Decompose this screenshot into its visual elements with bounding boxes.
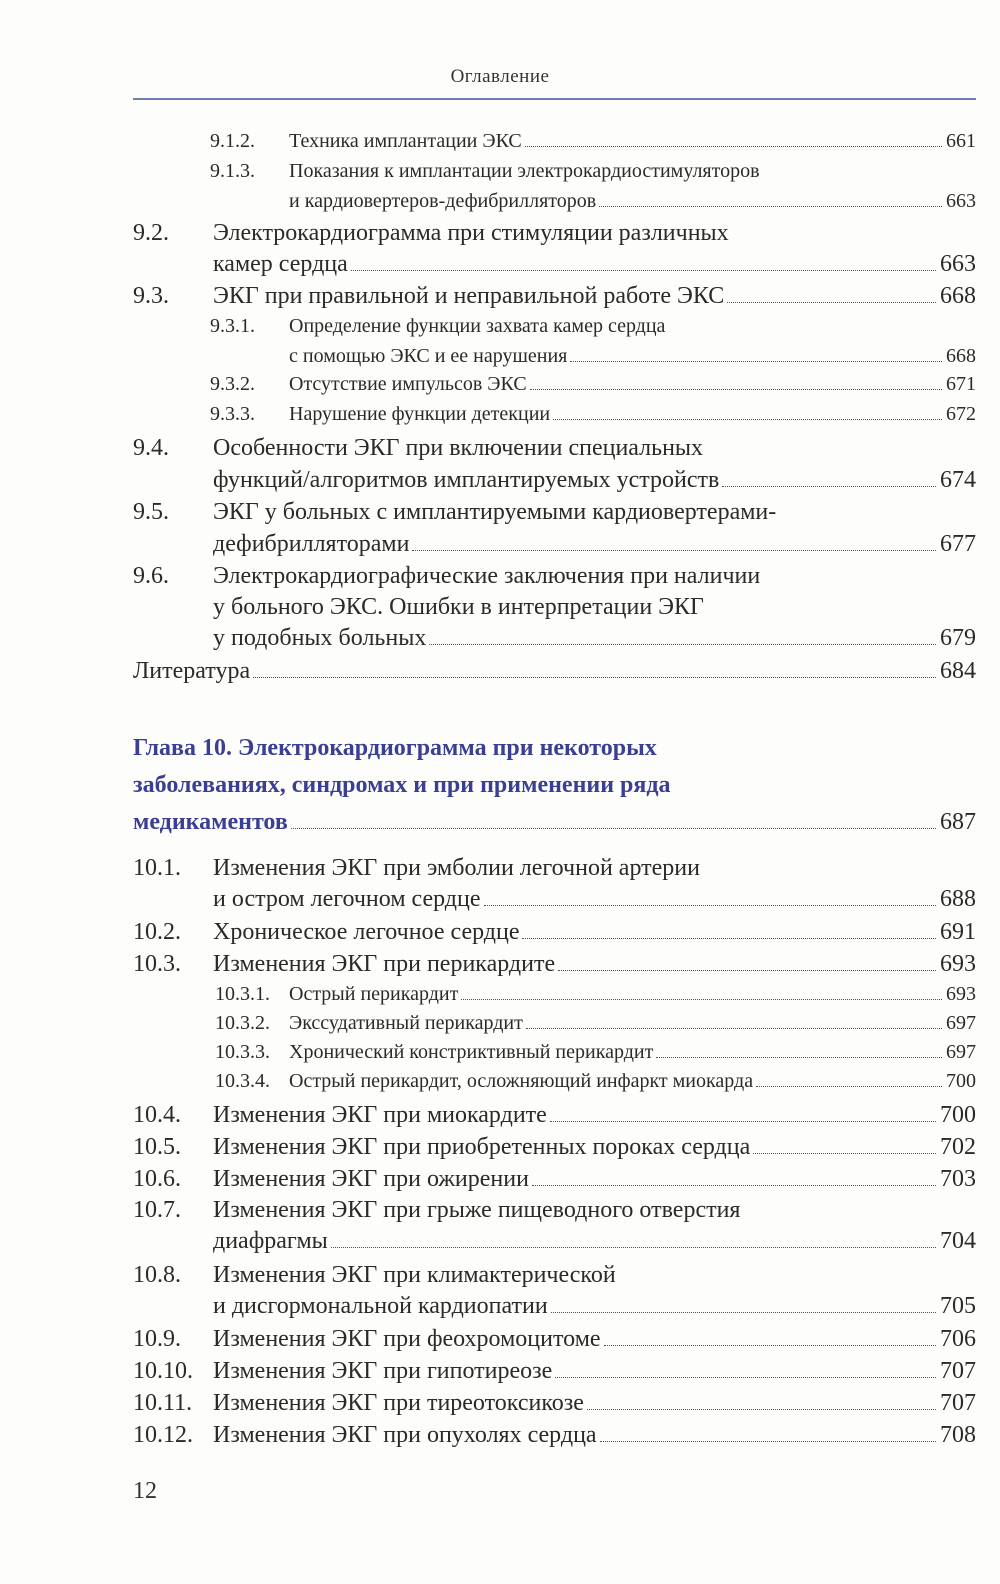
toc-entry-title: Изменения ЭКГ при феохромоцитоме (213, 1326, 601, 1352)
toc-entry-number: 10.3.2. (215, 1012, 270, 1034)
toc-entry-number: 10.3.3. (215, 1041, 270, 1063)
toc-entry-title: Изменения ЭКГ при приобретенных пороках сердца (213, 1134, 751, 1160)
dot-leader (753, 1153, 936, 1154)
toc-page-number: 688 (940, 886, 976, 912)
toc-entry-title: Изменения ЭКГ при опухолях сердца (213, 1422, 597, 1448)
toc-entry-title: Хроническое легочное сердце (213, 919, 520, 945)
toc-page-number: 668 (946, 345, 976, 367)
toc-entry-title: Определение функции захвата камер сердца (289, 315, 666, 337)
toc-page-number: 671 (946, 373, 976, 395)
toc-entry-number: 10.6. (133, 1166, 181, 1192)
toc-page-number: 700 (946, 1070, 976, 1092)
toc-entry-number: 9.3.3. (210, 403, 255, 425)
toc-entry-title: у больного ЭКС. Ошибки в интерпретации ЭКГ (213, 594, 704, 620)
chapter-page-number: 687 (940, 809, 976, 835)
toc-entry-number: 10.1. (133, 855, 181, 881)
toc-page-number: 697 (946, 1012, 976, 1034)
toc-page-number: 672 (946, 403, 976, 425)
toc-entry-number: 9.3. (133, 283, 169, 309)
toc-entry-number: 10.11. (133, 1390, 193, 1416)
toc-page-number: 674 (940, 467, 976, 493)
toc-entry-title: дефибрилляторами (213, 531, 410, 557)
toc-entry-title: с помощью ЭКС и ее нарушения (289, 345, 568, 367)
dot-leader (351, 270, 936, 271)
toc-page-number: 703 (940, 1166, 976, 1192)
dot-leader (587, 1409, 936, 1410)
dot-leader (253, 677, 936, 678)
toc-entry-title: у подобных больных (213, 625, 427, 651)
toc-entry-title: Изменения ЭКГ при ожирении (213, 1166, 529, 1192)
toc-entry-title: Изменения ЭКГ при миокардите (213, 1102, 547, 1128)
toc-entry-number: 9.1.3. (210, 160, 255, 182)
toc-entry-title: Изменения ЭКГ при перикардите (213, 951, 556, 977)
chapter-title-line: заболеваниях, синдромах и при применении ряда (133, 772, 671, 798)
toc-entry-number: 9.6. (133, 563, 169, 589)
toc-page-number: 706 (940, 1326, 976, 1352)
toc-entry-title: и дисгормональной кардиопатии (213, 1293, 548, 1319)
toc-entry-number: 10.2. (133, 919, 181, 945)
toc-entry-title: ЭКГ при правильной и неправильной работе ЭКС (213, 283, 725, 309)
toc-entry-number: 10.5. (133, 1134, 181, 1160)
dot-leader (727, 302, 936, 303)
toc-page-number: 679 (940, 625, 976, 651)
toc-entry-number: 9.1.2. (210, 130, 255, 152)
toc-page-number: 663 (946, 190, 976, 212)
toc-page-number: 700 (940, 1102, 976, 1128)
running-head: Оглавление (450, 66, 550, 87)
dot-leader (570, 361, 942, 362)
toc-page-number: 704 (940, 1228, 976, 1254)
toc-page-number: 663 (940, 251, 976, 277)
dot-leader (522, 938, 936, 939)
dot-leader (461, 999, 942, 1000)
toc-entry-number: 10.7. (133, 1197, 181, 1223)
toc-entry-title: Показания к имплантации электрокардиостимуляторов (289, 160, 760, 182)
dot-leader (756, 1086, 942, 1087)
toc-entry-title: функций/алгоритмов имплантируемых устройств (213, 467, 720, 493)
toc-entry-title: Изменения ЭКГ при тиреотоксикозе (213, 1390, 584, 1416)
dot-leader (484, 905, 937, 906)
toc-entry-title: Литература (133, 658, 251, 684)
toc-page-number: 693 (946, 983, 976, 1005)
dot-leader (555, 1377, 936, 1378)
dot-leader (532, 1185, 936, 1186)
toc-page-number: 702 (940, 1134, 976, 1160)
toc-entry-number: 10.3. (133, 951, 181, 977)
toc-entry-title: Острый перикардит, осложняющий инфаркт миокарда (289, 1070, 754, 1092)
dot-leader (550, 1121, 936, 1122)
toc-page-number: 691 (940, 919, 976, 945)
page-number: 12 (133, 1478, 157, 1504)
toc-entry-number: 10.9. (133, 1326, 181, 1352)
dot-leader (599, 206, 942, 207)
toc-page-number: 708 (940, 1422, 976, 1448)
chapter-title-line: медикаментов (133, 809, 288, 835)
dot-leader (553, 419, 942, 420)
toc-entry-title: и кардиовертеров-дефибрилляторов (289, 190, 597, 212)
toc-page-number: 684 (940, 658, 976, 684)
toc-entry-number: 10.4. (133, 1102, 181, 1128)
toc-entry-number: 10.12. (133, 1422, 193, 1448)
toc-entry-number: 9.3.2. (210, 373, 255, 395)
toc-entry-title: Техника имплантации ЭКС (289, 130, 522, 152)
toc-page-number: 661 (946, 130, 976, 152)
toc-entry-title: и остром легочном сердце (213, 886, 481, 912)
dot-leader (526, 1028, 942, 1029)
toc-entry-title: Электрокардиографические заключения при наличии (213, 563, 761, 589)
toc-entry-number: 9.4. (133, 435, 169, 461)
toc-entry-number: 9.5. (133, 499, 169, 525)
toc-entry-number: 10.3.4. (215, 1070, 270, 1092)
toc-entry-title: ЭКГ у больных с имплантируемыми кардиовертерами- (213, 499, 777, 525)
toc-page-number: 707 (940, 1390, 976, 1416)
toc-entry-title: диафрагмы (213, 1228, 328, 1254)
toc-entry-title: Хронический констриктивный перикардит (289, 1041, 654, 1063)
header-rule (133, 98, 976, 100)
chapter-title-line: Глава 10. Электрокардиограмма при некоторых (133, 735, 657, 761)
dot-leader (412, 550, 936, 551)
dot-leader (429, 644, 936, 645)
dot-leader (291, 828, 936, 829)
dot-leader (604, 1345, 936, 1346)
toc-entry-number: 10.3.1. (215, 983, 270, 1005)
toc-page-number: 697 (946, 1041, 976, 1063)
dot-leader (331, 1247, 936, 1248)
toc-entry-number: 9.3.1. (210, 315, 255, 337)
toc-entry-title: Изменения ЭКГ при эмболии легочной артерии (213, 855, 700, 881)
toc-entry-number: 10.8. (133, 1262, 181, 1288)
toc-entry-title: Изменения ЭКГ при гипотиреозе (213, 1358, 553, 1384)
toc-entry-number: 10.10. (133, 1358, 193, 1384)
toc-entry-title: Отсутствие импульсов ЭКС (289, 373, 527, 395)
toc-entry-title: Электрокардиограмма при стимуляции различных (213, 220, 729, 246)
toc-entry-title: Нарушение функции детекции (289, 403, 551, 425)
toc-entry-title: Изменения ЭКГ при климактерической (213, 1262, 616, 1288)
toc-entry-number: 9.2. (133, 220, 169, 246)
toc-page-number: 707 (940, 1358, 976, 1384)
toc-entry-title: Изменения ЭКГ при грыже пищеводного отверстия (213, 1197, 741, 1223)
toc-entry-title: Экссудативный перикардит (289, 1012, 523, 1034)
dot-leader (600, 1441, 936, 1442)
toc-entry-title: Особенности ЭКГ при включении специальных (213, 435, 704, 461)
toc-page-number: 693 (940, 951, 976, 977)
toc-entry-title: камер сердца (213, 251, 348, 277)
dot-leader (558, 970, 936, 971)
dot-leader (525, 146, 942, 147)
dot-leader (551, 1312, 936, 1313)
toc-entry-title: Острый перикардит (289, 983, 459, 1005)
toc-page-number: 705 (940, 1293, 976, 1319)
dot-leader (722, 486, 936, 487)
toc-page-number: 668 (940, 283, 976, 309)
dot-leader (530, 389, 942, 390)
dot-leader (656, 1057, 942, 1058)
toc-page-number: 677 (940, 531, 976, 557)
